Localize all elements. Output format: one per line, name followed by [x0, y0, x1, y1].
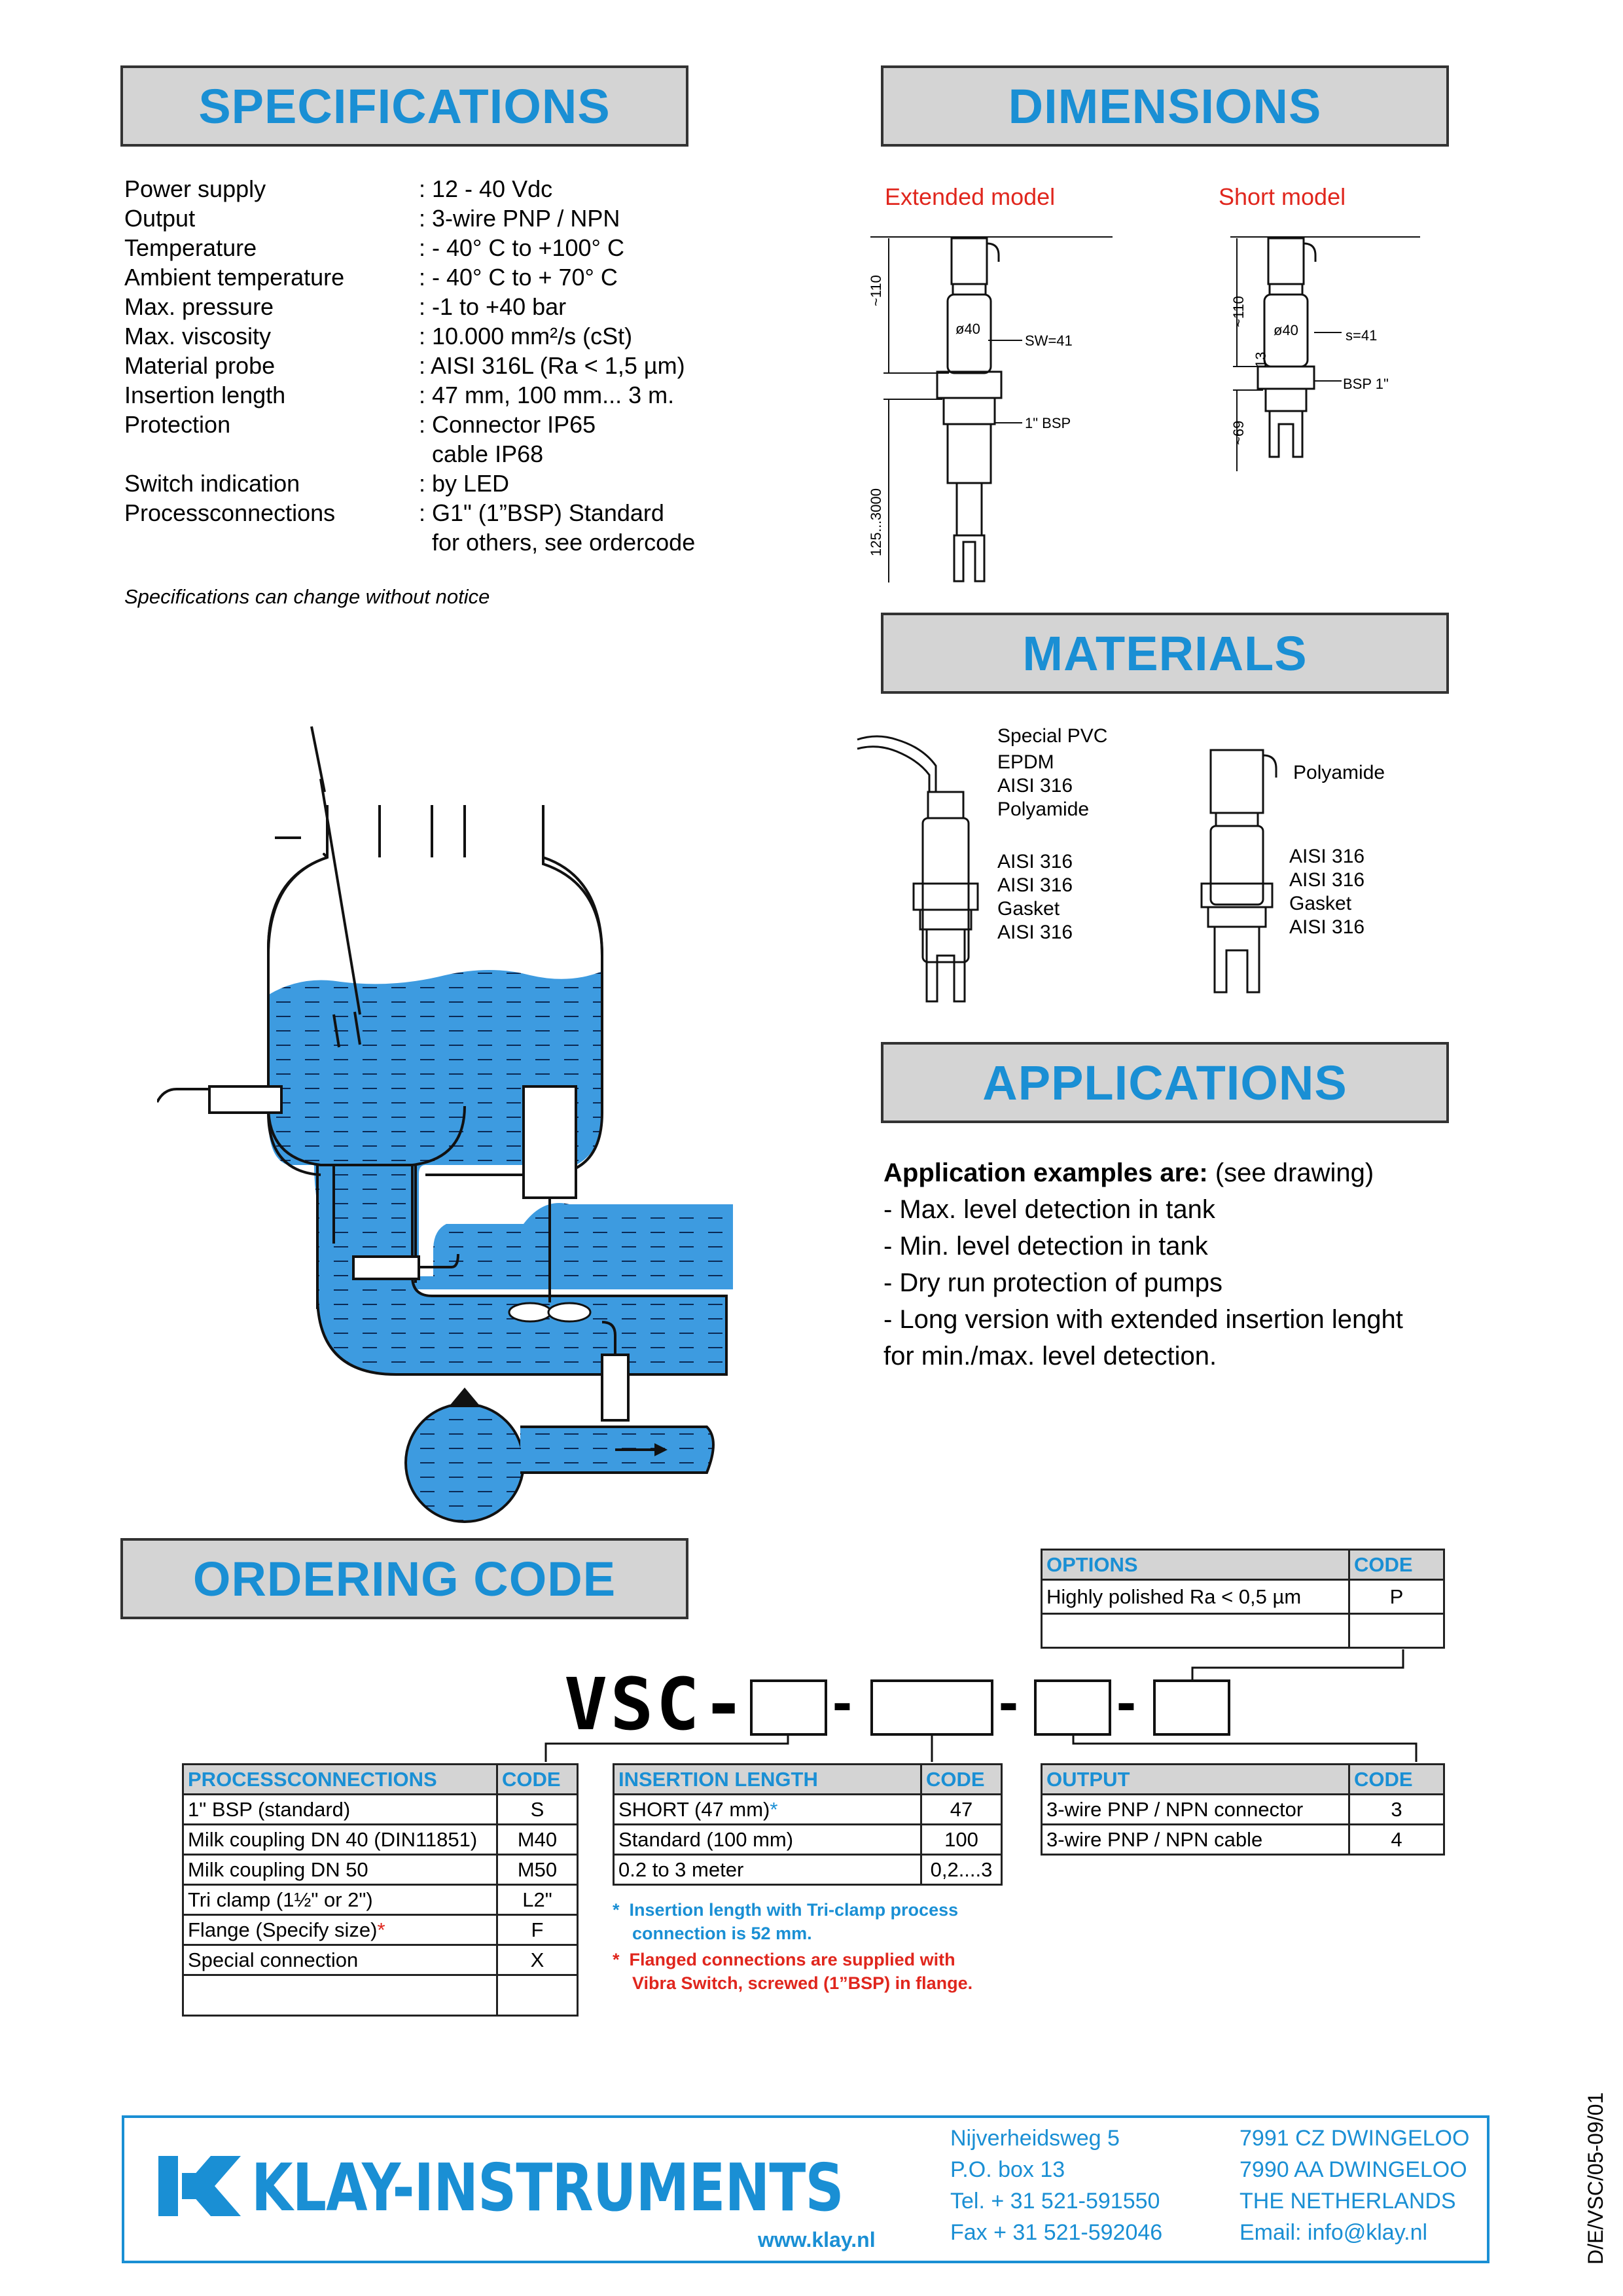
note1-line1: Insertion length with Tri-clamp process [629, 1900, 959, 1920]
table-header-row [1042, 1765, 1444, 1795]
options-code-cell: P [1349, 1580, 1444, 1614]
applications-intro-rest: (see drawing) [1207, 1158, 1374, 1187]
pc-cell: Milk coupling DN 50 [183, 1855, 497, 1885]
pc-code-cell: M40 [497, 1825, 578, 1855]
output-code-cell: 4 [1349, 1825, 1444, 1855]
ext-dim-110: ~110 [868, 275, 884, 306]
ext-dim-sw: SW=41 [1025, 332, 1073, 349]
address-line: Tel. + 31 521-591550 [950, 2189, 1160, 2214]
table-row [183, 1855, 578, 1885]
spec-value: : - 40° C to +100° C [419, 234, 624, 261]
spec-value: cable IP68 [419, 440, 544, 467]
insertion-code-cell: 0,2....3 [921, 1855, 1002, 1885]
spec-value: for others, see ordercode [419, 529, 696, 556]
spec-label: Ambient temperature [124, 264, 345, 291]
material-left-4: AISI 316 [997, 851, 1073, 872]
applications-intro-bold: Application examples are: [883, 1158, 1208, 1187]
material-left-5: AISI 316 [997, 874, 1073, 896]
pc-cell: Tri clamp (1½" or 2") [183, 1885, 497, 1915]
table-header-row [614, 1765, 1002, 1795]
pc-code-cell: S [497, 1795, 578, 1825]
spec-value: : by LED [419, 470, 510, 497]
options-code-header: CODE [1349, 1550, 1444, 1580]
specifications-title: SPECIFICATIONS [198, 79, 611, 134]
processconnections-code-header: CODE [497, 1765, 578, 1795]
footer [122, 2115, 1489, 2263]
insertion-length-table [613, 1763, 1003, 1886]
options-header: OPTIONS [1042, 1550, 1349, 1580]
note-flange [613, 1948, 972, 1995]
output-code-header: CODE [1349, 1765, 1444, 1795]
material-left-6: Gasket [997, 898, 1060, 920]
application-item: - Max. level detection in tank [883, 1195, 1215, 1224]
output-header: OUTPUT [1042, 1765, 1349, 1795]
applications-title: APPLICATIONS [982, 1055, 1347, 1110]
table-row [183, 1825, 578, 1855]
ordering-code-title: ORDERING CODE [192, 1551, 616, 1606]
note1-line2: connection is 52 mm. [632, 1924, 812, 1943]
output-cell: 3-wire PNP / NPN cable [1042, 1825, 1349, 1855]
table-header-row [183, 1765, 578, 1795]
table-row [183, 1885, 578, 1915]
spec-label: Material probe [124, 352, 276, 379]
vsc-dash: - [1116, 1670, 1136, 1735]
output-cell: 3-wire PNP / NPN connector [1042, 1795, 1349, 1825]
note1-star: * [613, 1900, 620, 1920]
material-left-0: Special PVC [997, 725, 1108, 747]
short-dim-d40: ø40 [1274, 322, 1298, 338]
spec-label: Processconnections [124, 499, 336, 526]
email-line[interactable]: Email: info@klay.nl [1240, 2220, 1428, 2245]
pc-cell [183, 1975, 497, 2016]
vsc-prefix: VSC- [564, 1662, 748, 1746]
spec-note: Specifications can change without notice [124, 585, 490, 608]
dimensions-title: DIMENSIONS [1008, 79, 1322, 134]
insertion-cell [614, 1795, 921, 1825]
pc-code-cell: M50 [497, 1855, 578, 1885]
spec-label: Insertion length [124, 382, 286, 408]
material-left-2: AISI 316 [997, 775, 1073, 797]
insertion-code-cell: 100 [921, 1825, 1002, 1855]
address-line: 7990 AA DWINGELOO [1240, 2157, 1467, 2182]
application-item: - Min. level detection in tank [883, 1232, 1208, 1261]
extended-model-label: Extended model [885, 183, 1056, 210]
address-line: P.O. box 13 [950, 2157, 1065, 2182]
material-right-1: AISI 316 [1289, 846, 1365, 867]
materials-title: MATERIALS [1022, 626, 1308, 681]
pc-code-cell [497, 1975, 578, 2016]
application-item: - Dry run protection of pumps [883, 1268, 1222, 1297]
spec-value: : Connector IP65 [419, 411, 596, 438]
spec-value: : 12 - 40 Vdc [419, 175, 553, 202]
company-name: KLAY-INSTRUMENTS [251, 2149, 844, 2226]
insertion-header: INSERTION LENGTH [614, 1765, 921, 1795]
table-row [183, 1945, 578, 1975]
application-item: for min./max. level detection. [883, 1342, 1217, 1371]
address-line: THE NETHERLANDS [1240, 2189, 1456, 2214]
klay-logo-icon [158, 2156, 243, 2216]
pc-cell-text: Flange (Specify size) [188, 1918, 378, 1941]
application-item: - Long version with extended insertion lenght [883, 1305, 1403, 1334]
material-left-3: Polyamide [997, 798, 1090, 820]
table-row [1042, 1795, 1444, 1825]
insertion-cell: 0.2 to 3 meter [614, 1855, 921, 1885]
vsc-dash: - [999, 1670, 1018, 1735]
processconnections-table [182, 1763, 579, 2017]
short-dim-s: s=41 [1346, 327, 1378, 344]
pc-cell: 1" BSP (standard) [183, 1795, 497, 1825]
note-tri-clamp [613, 1898, 958, 1945]
ext-dim-len: 125...3000 [868, 488, 884, 556]
spec-value: : -1 to +40 bar [419, 293, 567, 320]
spec-value: : G1" (1”BSP) Standard [419, 499, 664, 526]
note2-star: * [613, 1950, 620, 1969]
pc-cell [183, 1915, 497, 1945]
pc-asterisk: * [377, 1918, 385, 1941]
address-line: Nijverheidsweg 5 [950, 2126, 1120, 2151]
short-dim-69: ~69 [1230, 420, 1247, 445]
pc-code-cell: X [497, 1945, 578, 1975]
spec-label: Switch indication [124, 470, 300, 497]
ext-dim-d40: ø40 [955, 321, 980, 337]
insertion-asterisk: * [770, 1797, 778, 1821]
website-link[interactable]: www.klay.nl [758, 2228, 876, 2251]
table-row [183, 1975, 578, 2016]
ext-dim-bsp: 1" BSP [1025, 415, 1071, 431]
insertion-cell: Standard (100 mm) [614, 1825, 921, 1855]
output-code-cell: 3 [1349, 1795, 1444, 1825]
spec-label: Output [124, 205, 196, 232]
table-row [183, 1795, 578, 1825]
spec-label: Power supply [124, 175, 266, 202]
material-right-0: Polyamide [1293, 762, 1385, 783]
pc-code-cell: L2" [497, 1885, 578, 1915]
insertion-cell-text: SHORT (47 mm) [618, 1797, 770, 1821]
material-right-2: AISI 316 [1289, 869, 1365, 891]
document-code: D/E/VSC/05-09/01 [1584, 2092, 1607, 2265]
material-right-4: AISI 316 [1289, 916, 1365, 938]
spec-value: : 3-wire PNP / NPN [419, 205, 620, 232]
table-row [614, 1795, 1002, 1825]
insertion-code-header: CODE [921, 1765, 1002, 1795]
options-cell: Highly polished Ra < 0,5 µm [1042, 1580, 1349, 1614]
spec-value: : AISI 316L (Ra < 1,5 µm) [419, 352, 685, 379]
note2-line1: Flanged connections are supplied with [629, 1950, 955, 1969]
table-row [183, 1915, 578, 1945]
spec-label: Max. pressure [124, 293, 274, 320]
address-line: 7991 CZ DWINGELOO [1240, 2126, 1470, 2151]
table-row [614, 1855, 1002, 1885]
material-right-3: Gasket [1289, 893, 1352, 914]
spec-value: : 47 mm, 100 mm... 3 m. [419, 382, 675, 408]
spec-value: : 10.000 mm²/s (cSt) [419, 323, 633, 350]
pc-code-cell: F [497, 1915, 578, 1945]
address-line: Fax + 31 521-592046 [950, 2220, 1163, 2245]
material-left-1: EPDM [997, 751, 1054, 773]
insertion-code-cell: 47 [921, 1795, 1002, 1825]
material-left-7: AISI 316 [997, 922, 1073, 943]
output-table [1041, 1763, 1445, 1856]
processconnections-header: PROCESSCONNECTIONS [183, 1765, 497, 1795]
short-dim-110: ~110 [1230, 296, 1247, 327]
short-dim-13: 13 [1253, 351, 1269, 368]
table-row [1042, 1825, 1444, 1855]
table-row [614, 1825, 1002, 1855]
short-model-label: Short model [1219, 183, 1346, 210]
note2-line2: Vibra Switch, screwed (1”BSP) in flange. [632, 1973, 973, 1993]
spec-label: Max. viscosity [124, 323, 272, 350]
spec-value: : - 40° C to + 70° C [419, 264, 618, 291]
short-dim-bsp: BSP 1" [1343, 376, 1389, 392]
pc-cell: Milk coupling DN 40 (DIN11851) [183, 1825, 497, 1855]
spec-label: Temperature [124, 234, 257, 261]
pc-cell: Special connection [183, 1945, 497, 1975]
vsc-dash: - [832, 1670, 852, 1735]
spec-label: Protection [124, 411, 231, 438]
